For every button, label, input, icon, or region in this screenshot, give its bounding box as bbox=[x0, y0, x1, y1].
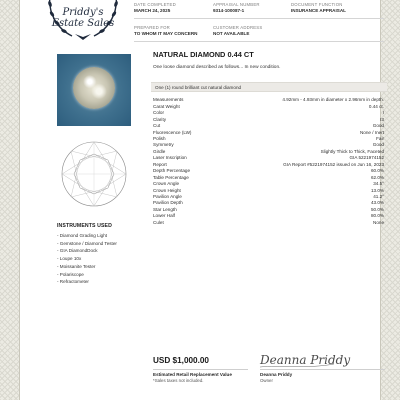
spec-value: GIA Report #5221974152 issued on Jun 16, 2023 bbox=[283, 161, 384, 167]
document-function-value: INSURANCE APPRAISAL bbox=[291, 8, 346, 14]
logo-line-2: Estate Sales bbox=[51, 17, 115, 29]
prepared-for-label: PREPARED FOR bbox=[134, 25, 170, 30]
diamond-photo bbox=[57, 54, 131, 126]
valuation-divider bbox=[153, 369, 248, 370]
appraiser-role: Owner bbox=[260, 378, 273, 383]
instrument-item: - Loupe 10x bbox=[57, 256, 82, 262]
spec-label: Culet bbox=[153, 219, 164, 225]
spec-label: Fluorescence (LW) bbox=[153, 129, 192, 135]
spec-value: 0.44 ct. bbox=[368, 103, 384, 109]
customer-address-value: NOT AVAILABLE bbox=[213, 31, 250, 37]
document-function-label: DOCUMENT FUNCTION bbox=[291, 2, 343, 7]
item-summary-bar bbox=[151, 82, 387, 92]
spec-label: Clarity bbox=[153, 116, 167, 122]
instrument-item: - Moissanite Tester bbox=[57, 263, 96, 269]
spec-value: 80.0% bbox=[370, 213, 384, 219]
spec-label: Symmetry bbox=[153, 142, 174, 148]
spec-label: Cut bbox=[153, 123, 161, 129]
spec-value: None / Inert bbox=[359, 129, 384, 135]
spec-label: Table Percentage bbox=[153, 174, 189, 180]
spec-value: Slightly Thick to Thick, Faceted bbox=[320, 148, 384, 154]
date-completed-label: DATE COMPLETED bbox=[134, 2, 176, 7]
header-divider-2 bbox=[134, 41, 384, 42]
item-title: NATURAL DIAMOND 0.44 CT bbox=[153, 50, 254, 59]
signature-text: Deanna Priddy bbox=[260, 353, 351, 367]
spec-value: 50.0% bbox=[370, 206, 384, 212]
round-brilliant-diagram-icon bbox=[60, 140, 128, 208]
logo-line-1: Priddy's bbox=[62, 6, 104, 18]
valuation-amount: USD $1,000.00 bbox=[153, 356, 209, 365]
customer-address-label: CUSTOMER ADDRESS bbox=[213, 25, 263, 30]
prepared-for-value: TO WHOM IT MAY CONCERN bbox=[134, 31, 198, 37]
instrument-item: - Diamond Grading Light bbox=[57, 233, 108, 238]
instrument-item: - Refractometer bbox=[57, 279, 89, 285]
spec-label: Lower Half bbox=[153, 213, 175, 219]
customer-address-field bbox=[213, 26, 262, 37]
spec-label: Report bbox=[153, 161, 167, 167]
valuation-note: *Sales taxes not included. bbox=[153, 378, 204, 383]
spec-value: 60.0% bbox=[370, 168, 384, 174]
spec-value: 4.92mm - 4.93mm in diameter x 2.96mm in depth. bbox=[282, 97, 384, 103]
date-completed-field bbox=[134, 3, 176, 14]
item-summary: One (1) round brilliant cut natural diamond bbox=[155, 85, 242, 90]
spec-row bbox=[153, 220, 384, 226]
spec-value: Fair bbox=[376, 136, 384, 142]
spec-label: Pavilion Depth bbox=[153, 200, 183, 206]
instrument-item: - Polariscope bbox=[57, 271, 84, 277]
spec-value: Good bbox=[372, 123, 384, 129]
spec-label: Polish bbox=[153, 136, 166, 142]
spec-value: 41.2° bbox=[373, 193, 384, 199]
date-completed-value: MARCH 24, 2025 bbox=[134, 8, 171, 14]
instruments-list bbox=[57, 232, 117, 286]
spec-value: I bbox=[382, 110, 384, 116]
instruments-title: INSTRUMENTS USED bbox=[57, 223, 112, 229]
instrument-item: - GIA DiamondDock bbox=[57, 248, 98, 254]
spec-value: I3 bbox=[380, 116, 384, 122]
spec-label: Crown Height bbox=[153, 187, 181, 193]
appraisal-number-value: 9314-100087-1 bbox=[213, 8, 245, 14]
spec-label: Girdle bbox=[153, 148, 166, 154]
spec-value: Good bbox=[372, 142, 384, 148]
appraisal-sheet bbox=[19, 0, 384, 400]
document-function-field bbox=[291, 3, 346, 14]
appraisal-number-field bbox=[213, 3, 260, 14]
spec-value: 43.0% bbox=[370, 200, 384, 206]
spec-label: Laser Inscription bbox=[153, 155, 187, 161]
instrument-item: - Gemstone / Diamond Tester bbox=[57, 240, 117, 246]
spec-value: 34.5° bbox=[373, 181, 384, 187]
appraiser-name: Deanna Priddy bbox=[260, 372, 293, 377]
spec-value: None bbox=[373, 219, 384, 225]
company-logo bbox=[42, 0, 124, 44]
spec-label: Star Length bbox=[153, 206, 177, 212]
spec-label: Color bbox=[153, 110, 164, 116]
spec-label: Carat Weight bbox=[153, 103, 180, 109]
signature bbox=[258, 348, 351, 370]
header-divider bbox=[134, 18, 384, 19]
valuation-label: Estimated Retail Replacement Value bbox=[153, 372, 232, 377]
prepared-for-field bbox=[134, 26, 197, 37]
spec-label: Pavilion Angle bbox=[153, 193, 182, 199]
spec-label: Crown Angle bbox=[153, 181, 180, 187]
spec-value: 62.0% bbox=[370, 174, 384, 180]
appraisal-number-label: APPRAISAL NUMBER bbox=[213, 2, 260, 7]
spec-label: Measurements bbox=[153, 97, 184, 103]
spec-label: Depth Percentage bbox=[153, 168, 191, 174]
signature-divider bbox=[260, 369, 385, 370]
spec-table bbox=[153, 98, 384, 227]
diamond-image bbox=[73, 67, 115, 109]
item-description: One loose diamond described as follows... In new condition. bbox=[153, 65, 281, 70]
spec-value: 13.0% bbox=[370, 187, 384, 193]
spec-value: GIA 5221974152 bbox=[349, 155, 384, 161]
